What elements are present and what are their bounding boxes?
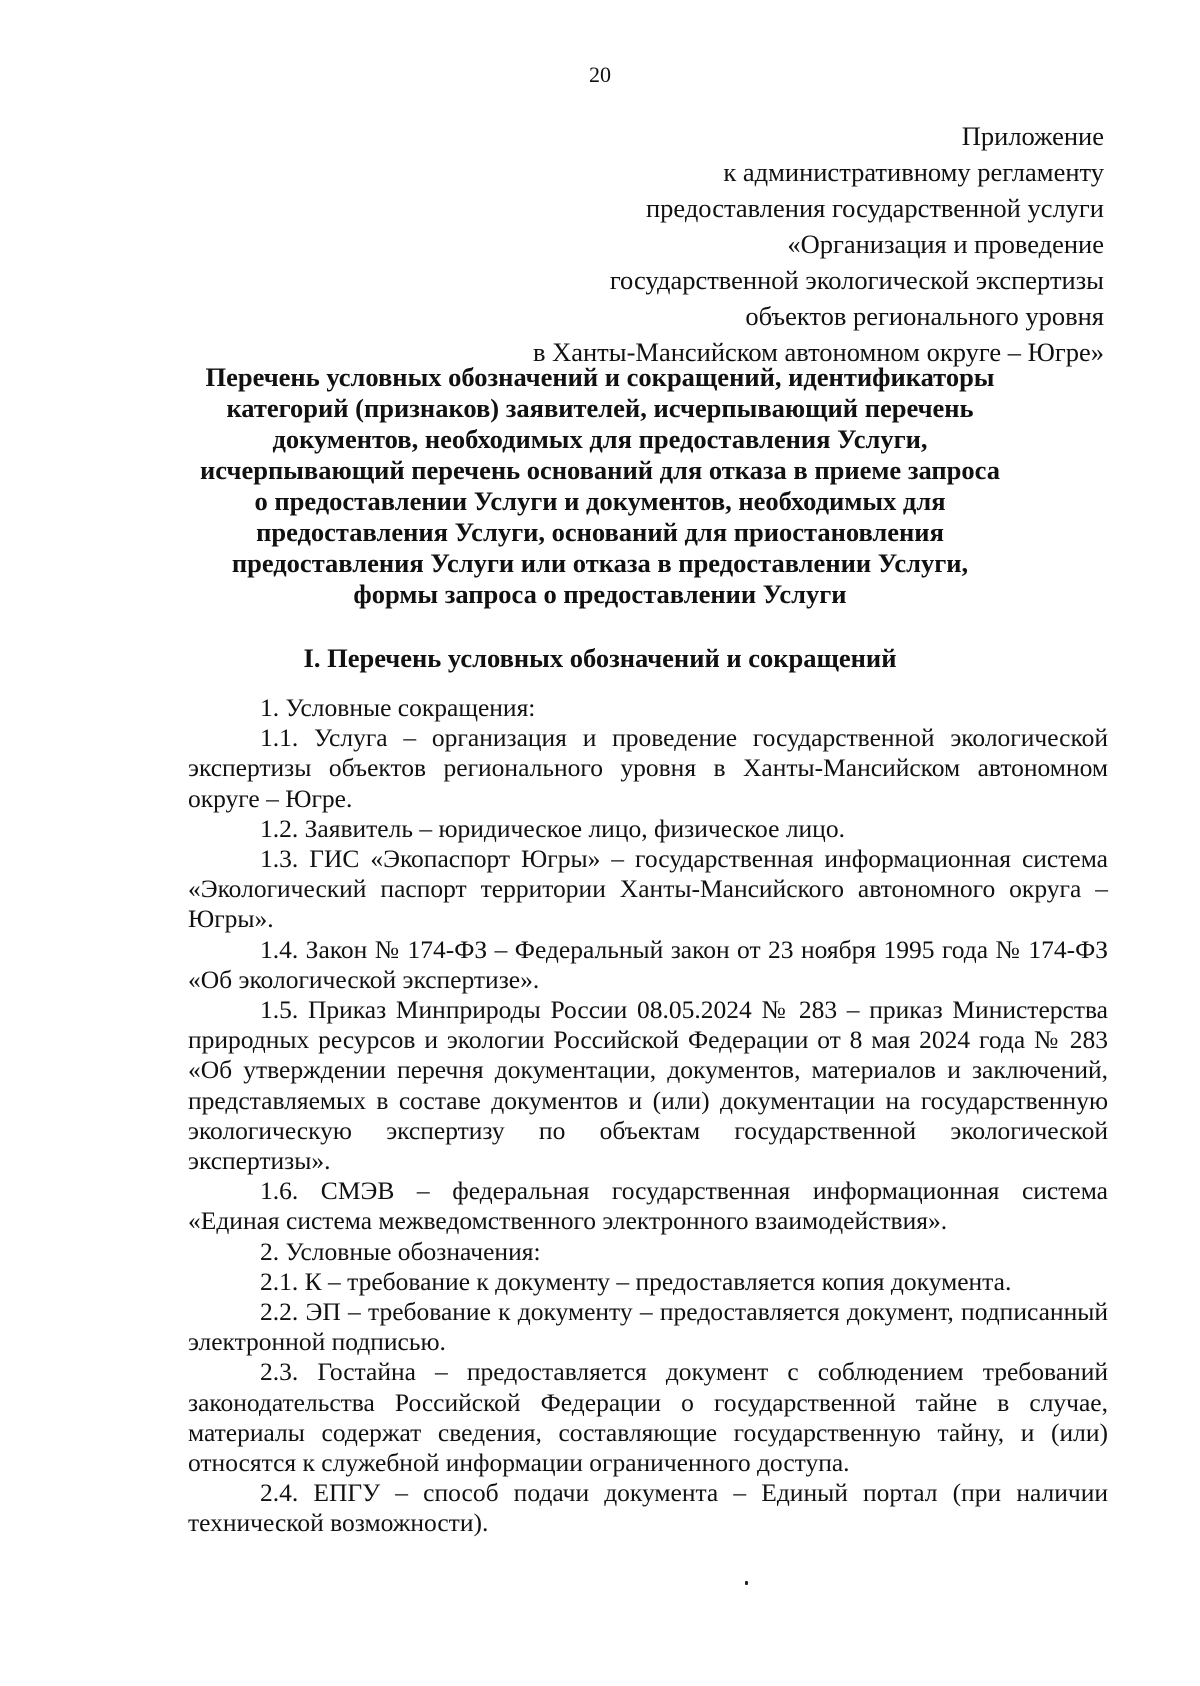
appendix-line: «Организация и проведение	[787, 229, 1104, 259]
paragraph-1-6: 1.6. СМЭВ – федеральная государственная информационная система «Единая система межведомственного электронного взаимодействия».	[188, 1176, 1108, 1236]
document-body	[188, 693, 1108, 1539]
scan-speck	[745, 1581, 748, 1585]
title-line: документов, необходимых для предоставления Услуги,	[272, 424, 928, 454]
appendix-line: объектов регионального уровня	[745, 301, 1104, 331]
title-line: предоставления Услуги, оснований для приостановления	[256, 517, 944, 547]
paragraph-1-2: 1.2. Заявитель – юридическое лицо, физическое лицо.	[260, 813, 845, 843]
section-heading: I. Перечень условных обозначений и сокращений	[303, 643, 897, 673]
appendix-line: к административному регламенту	[723, 157, 1104, 187]
paragraph-1-3: 1.3. ГИС «Экопаспорт Югры» – государственная информационная система «Экологический паспорт территории Ханты-Мансийского автономного округа – Югры».	[188, 844, 1108, 934]
title-line: категорий (признаков) заявителей, исчерпывающий перечень	[226, 393, 974, 423]
title-line: Перечень условных обозначений и сокращений, идентификаторы	[205, 362, 995, 392]
page-number: 20	[589, 62, 611, 87]
appendix-line: государственной экологической экспертизы	[609, 265, 1104, 295]
appendix-line: предоставления государственной услуги	[645, 193, 1104, 223]
document-title	[150, 362, 1050, 610]
title-line: исчерпывающий перечень оснований для отказа в приеме запроса	[200, 455, 1000, 485]
paragraph-1: 1. Условные сокращения:	[260, 693, 536, 722]
paragraph-2-1: 2.1. К – требование к документу – предоставляется копия документа.	[260, 1266, 1012, 1296]
paragraph-2-2: 2.2. ЭП – требование к документу – предоставляется документ, подписанный электронной подписью.	[188, 1297, 1108, 1357]
title-line: о предоставлении Услуги и документов, необходимых для	[254, 486, 946, 516]
paragraph-1-5: 1.5. Приказ Минприроды России 08.05.2024 № 283 – приказ Министерства природных ресурсов и экологии Российской Федерации от 8 мая 2024 года № 283 «Об утверждении перечня документации, документов, материалов и заключений, представляемых в составе документов и (или) документации на государственную экологическую экспертизу по объектам государственной экологической экспертизы».	[188, 995, 1108, 1176]
paragraph-2-3: 2.3. Гостайна – предоставляется документ с соблюдением требований законодательства Российской Федерации о государственной тайне в случае, материалы содержат сведения, составляющие государственную тайну, и (или) относятся к служебной информации ограниченного доступа.	[188, 1357, 1108, 1478]
paragraph-2: 2. Условные обозначения:	[260, 1236, 541, 1266]
paragraph-1-4: 1.4. Закон № 174-ФЗ – Федеральный закон от 23 ноября 1995 года № 174-ФЗ «Об экологической экспертизе».	[188, 934, 1108, 994]
title-line: предоставления Услуги или отказа в предоставлении Услуги,	[231, 548, 969, 578]
title-line: формы запроса о предоставлении Услуги	[353, 579, 847, 609]
appendix-header	[533, 118, 1104, 370]
paragraph-2-4: 2.4. ЕПГУ – способ подачи документа – Единый портал (при наличии технической возможности).	[188, 1478, 1108, 1538]
appendix-line: в Ханты-Мансийском автономном округе – Югре»	[532, 337, 1104, 367]
paragraph-1-1: 1.1. Услуга – организация и проведение государственной экологической экспертизы объектов регионального уровня в Ханты-Мансийском автономном округе – Югре.	[188, 723, 1108, 813]
appendix-line: Приложение	[961, 121, 1104, 151]
